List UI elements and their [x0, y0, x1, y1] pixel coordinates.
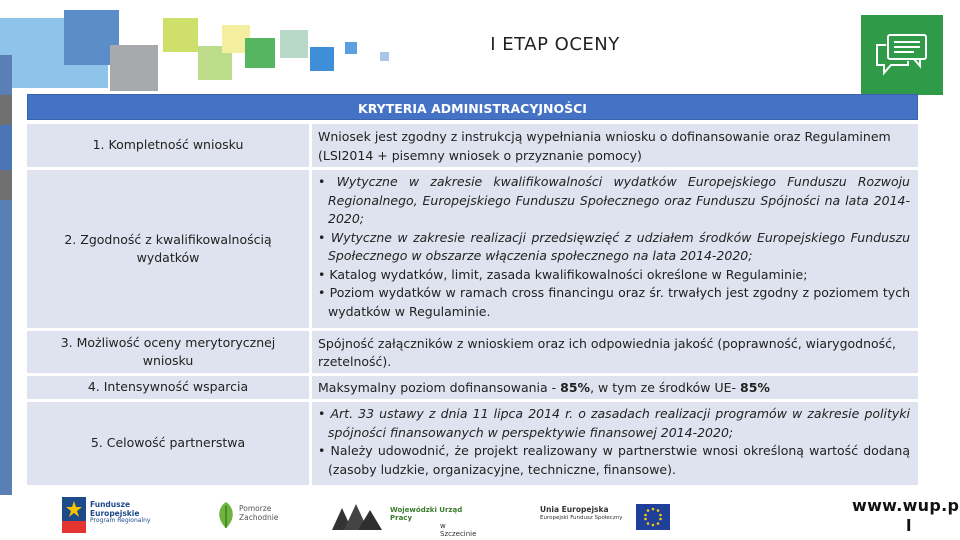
decor-square	[0, 125, 12, 170]
criterion-cell: 2. Zgodność z kwalifikowalnością wydatków	[27, 170, 309, 328]
decor-square	[0, 95, 12, 125]
decor-square	[280, 30, 308, 58]
criterion-cell: 1. Kompletność wniosku	[27, 124, 309, 167]
logo-fe-line: Program Regionalny	[90, 517, 151, 525]
url-text[interactable]: www.wup.p	[852, 496, 960, 515]
bullet-item: • Wytyczne w zakresie realizacji przedsięwzięć z udziałem środków Europejskiego Funduszu Społecznego w obszarze włączenia społecznego na lata 2014-2020;	[318, 229, 910, 263]
description-cell	[312, 376, 918, 399]
description-text: Spójność załączników z wnioskiem oraz ich odpowiednia jakość (poprawność, wiarygodność, rzetelność).	[318, 335, 897, 369]
table-row	[27, 331, 918, 373]
chat-box	[861, 15, 943, 95]
funding-level-eu: 85%	[740, 380, 770, 396]
bullet-item: • Wytyczne w zakresie kwalifikowalności wydatków Europejskiego Funduszu Rozwoju Regionalnego, Europejskiego Funduszu Społecznego oraz Funduszu Spójności na lata 2014-2020;	[318, 174, 910, 226]
decor-square	[310, 47, 334, 71]
logo-pomorze-line: Pomorze	[239, 504, 272, 513]
table-row	[27, 124, 918, 167]
logo-wup-line: Wojewódzki Urząd Pracy	[390, 506, 463, 523]
criterion-cell: 5. Celowość partnerstwa	[27, 402, 309, 485]
description-cell	[312, 331, 918, 373]
logo-wup-line: w Szczecinie	[440, 522, 477, 539]
logo-unia-europejska	[540, 496, 680, 536]
decor-square	[163, 18, 198, 52]
logo-wup	[330, 496, 480, 539]
description-text: Wniosek jest zgodny z instrukcją wypełniania wniosku o dofinansowanie oraz Regulaminem (LSI2014 + pisemny wniosek o przyznanie pomocy)	[318, 129, 891, 163]
bullet-item: • Należy udowodnić, że projekt realizowany w partnerstwie wnosi określoną wartość dodaną (zasoby ludzkie, organizacyjne, techniczne, finansowe).	[318, 443, 910, 477]
bullet-item: • Poziom wydatków w ramach cross financingu oraz śr. trwałych jest zgodny z poziomem tych wydatków w Regulaminie.	[318, 285, 910, 319]
logo-pomorze-zachodnie	[215, 498, 285, 534]
criterion-cell: 3. Możliwość oceny merytorycznej wniosku	[27, 331, 309, 373]
description-cell	[312, 402, 918, 485]
description-prefix: Maksymalny poziom dofinansowania -	[318, 380, 561, 396]
logo-fe-line: Fundusze	[90, 500, 131, 509]
logo-ue-line: Unia Europejska	[540, 505, 609, 514]
logo-ue-line: Europejski Fundusz Społeczny	[540, 514, 623, 521]
decor-square	[0, 170, 12, 200]
table-header-label: KRYTERIA ADMINISTRACYJNOŚCI	[358, 101, 587, 116]
decor-square	[380, 52, 389, 61]
decor-square	[110, 45, 158, 91]
bullet-item: • Art. 33 ustawy z dnia 11 lipca 2014 r. o zasadach realizacji programów w zakresie polityki spójności finansowanych w perspektywie finansowej 2014-2020;	[318, 406, 910, 440]
description-text	[318, 379, 770, 398]
pomorze-leaf-icon	[215, 500, 237, 530]
table-row	[27, 402, 918, 485]
logo-fundusze-europejskie	[62, 495, 182, 535]
description-cell	[312, 124, 918, 167]
chat-bubbles-icon	[874, 33, 930, 79]
logo-pomorze-line: Zachodnie	[239, 512, 279, 522]
decor-square	[345, 42, 357, 54]
fe-stars-icon	[62, 497, 86, 533]
table-row	[27, 170, 918, 328]
decor-square	[245, 38, 275, 68]
url-text-continued[interactable]: l	[906, 516, 912, 535]
description-cell	[312, 170, 918, 328]
table-row	[27, 376, 918, 399]
description-mid: , w tym ze środków UE-	[590, 380, 741, 396]
footer-logos	[0, 490, 960, 540]
bullet-item: • Katalog wydatków, limit, zasada kwalifikowalności określone w Regulaminie;	[318, 266, 808, 282]
page-title: I ETAP OCENY	[490, 34, 620, 55]
funding-level-total: 85%	[560, 380, 591, 396]
criterion-cell: 4. Intensywność wsparcia	[27, 376, 309, 399]
logo-fe-line: Europejskie	[90, 508, 140, 518]
wup-blocks-icon	[330, 500, 386, 532]
website-url[interactable]	[846, 494, 960, 540]
table-header	[27, 94, 918, 120]
eu-flag-icon	[636, 504, 670, 530]
